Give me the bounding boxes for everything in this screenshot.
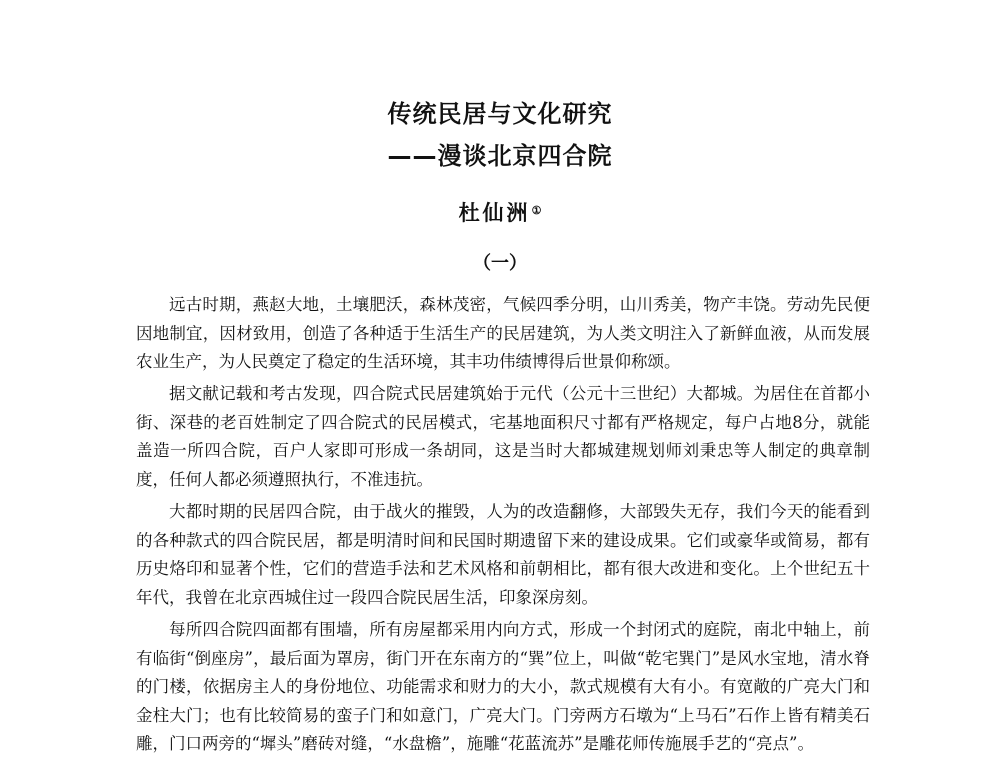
section-heading: （一） [473, 253, 527, 274]
paragraph-2: 据文献记载和考古发现，四合院式民居建筑始于元代（公元十三世纪）大都城。为居住在首都小街、深巷的老百姓制定了四合院式的民居模式，宅基地面积尺寸都有严格规定，每户占地8分，就能盖造一所四合院，百户人家即可形成一条胡同，这是当时大都城建规划师刘秉忠等人制定的典章制度，任何人都必须遵照执行，不准违抗。 [136, 384, 870, 490]
paragraph-1: 远古时期，燕赵大地，土壤肥沃，森林茂密，气候四季分明，山川秀美，物产丰饶。劳动先民便因地制宜，因材致用，创造了各种适于生活生产的民居建筑，为人类文明注入了新鲜血液，从而发展农业生产，为人民奠定了稳定的生活环境，其丰功伟绩博得后世景仰称颂。 [136, 295, 870, 372]
author-name: 杜仙洲 [458, 200, 531, 225]
author-footnote-marker[interactable]: ① [531, 204, 542, 217]
article-subtitle: ——漫谈北京四合院 [387, 142, 613, 170]
article-body [136, 291, 870, 763]
article-title: 传统民居与文化研究 [387, 100, 613, 128]
paragraph-3: 大都时期的民居四合院，由于战火的摧毁，人为的改造翻修，大部毁失无存，我们今天的能看到的各种款式的四合院民居，都是明清时间和民国时期遗留下来的建设成果。它们或豪华或简易，都有历史烙印和显著个性，它们的营造手法和艺术风格和前朝相比，都有很大改进和变化。上个世纪五十年代，我曾在北京西城住过一段四合院民居生活，印象深房刻。 [136, 502, 870, 607]
paragraph-4: 每所四合院四面都有围墙，所有房屋都采用内向方式，形成一个封闭式的庭院，南北中轴上，前有临街“倒座房”，最后面为罩房，街门开在东南方的“巽”位上，叫做“乾宅巽门”是风水宝地，清水脊的门楼，依据房主人的身份地位、功能需求和财力的大小，款式规模有大有小。有宽敞的广亮大门和金柱大门；也有比较简易的蛮子门和如意门，广亮大门。门旁两方石墩为“上马石”石作上皆有精美石雕，门口两旁的“墀头”磨砖对缝，“水盘檐”，施雕“花蓝流苏”是雕花师传施展手艺的“亮点”。 [136, 620, 870, 754]
article-author [0, 198, 1000, 228]
